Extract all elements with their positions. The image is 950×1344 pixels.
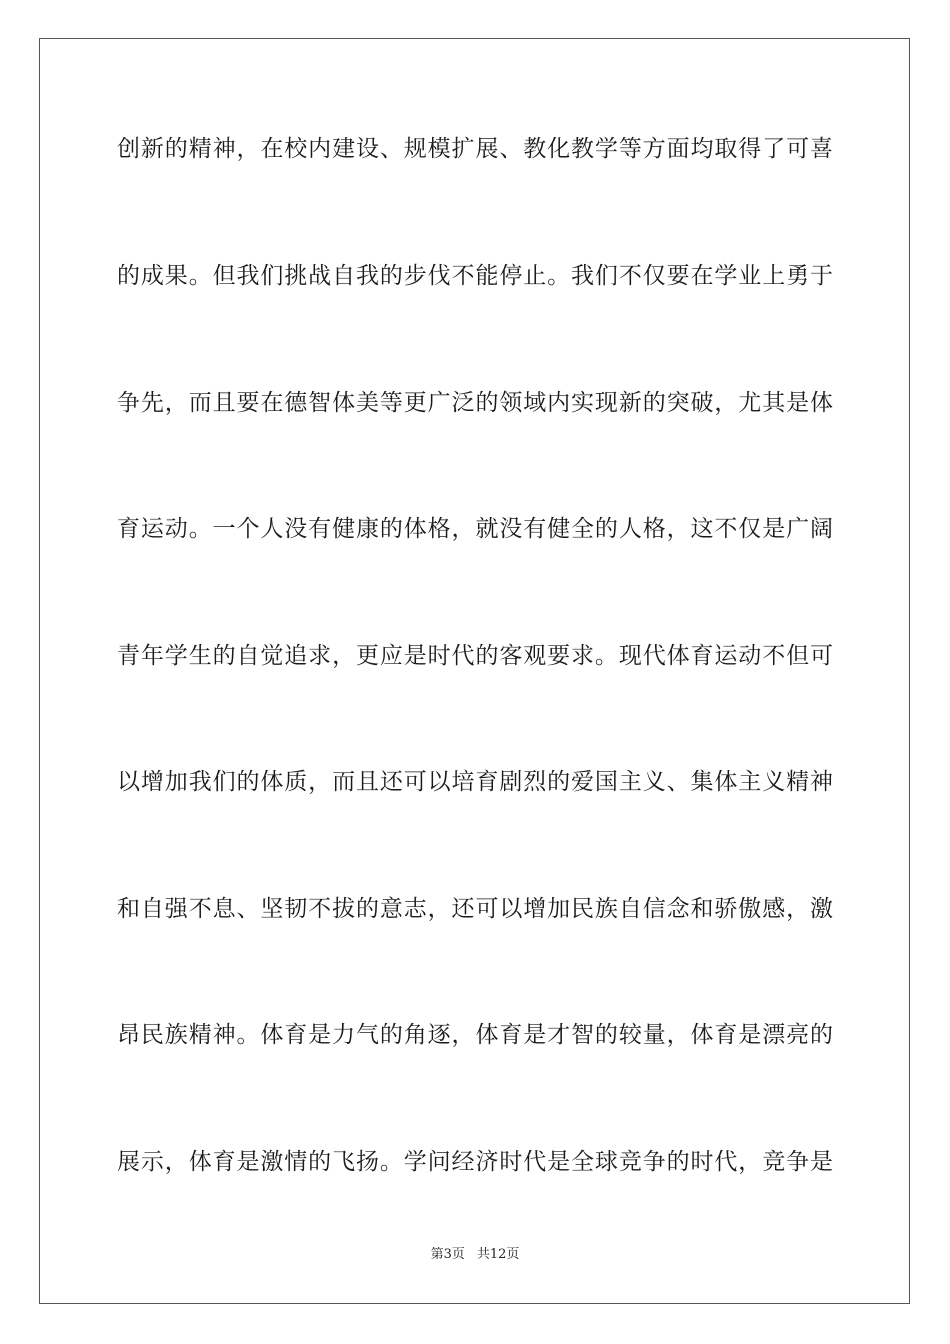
text-line: 昂民族精神。体育是力气的角逐，体育是才智的较量，体育是漂亮的	[117, 1022, 833, 1048]
text-line: 育运动。一个人没有健康的体格，就没有健全的人格，这不仅是广阔	[117, 516, 833, 542]
total-pages: 共12页	[476, 1247, 520, 1262]
page-border	[39, 38, 910, 1304]
text-line: 青年学生的自觉追求，更应是时代的客观要求。现代体育运动不但可	[117, 643, 833, 669]
text-line: 创新的精神，在校内建设、规模扩展、教化教学等方面均取得了可喜	[117, 136, 833, 162]
text-line: 的成果。但我们挑战自我的步伐不能停止。我们不仅要在学业上勇于	[117, 263, 833, 289]
text-line: 以增加我们的体质，而且还可以培育剧烈的爱国主义、集体主义精神	[117, 769, 833, 795]
text-line: 争先，而且要在德智体美等更广泛的领域内实现新的突破，尤其是体	[117, 390, 833, 416]
current-page-number: 第3页	[430, 1247, 465, 1262]
page-footer	[0, 1246, 950, 1264]
text-line: 和自强不息、坚韧不拔的意志，还可以增加民族自信念和骄傲感，激	[117, 896, 833, 922]
text-line: 展示，体育是激情的飞扬。学问经济时代是全球竞争的时代，竞争是	[117, 1149, 833, 1175]
